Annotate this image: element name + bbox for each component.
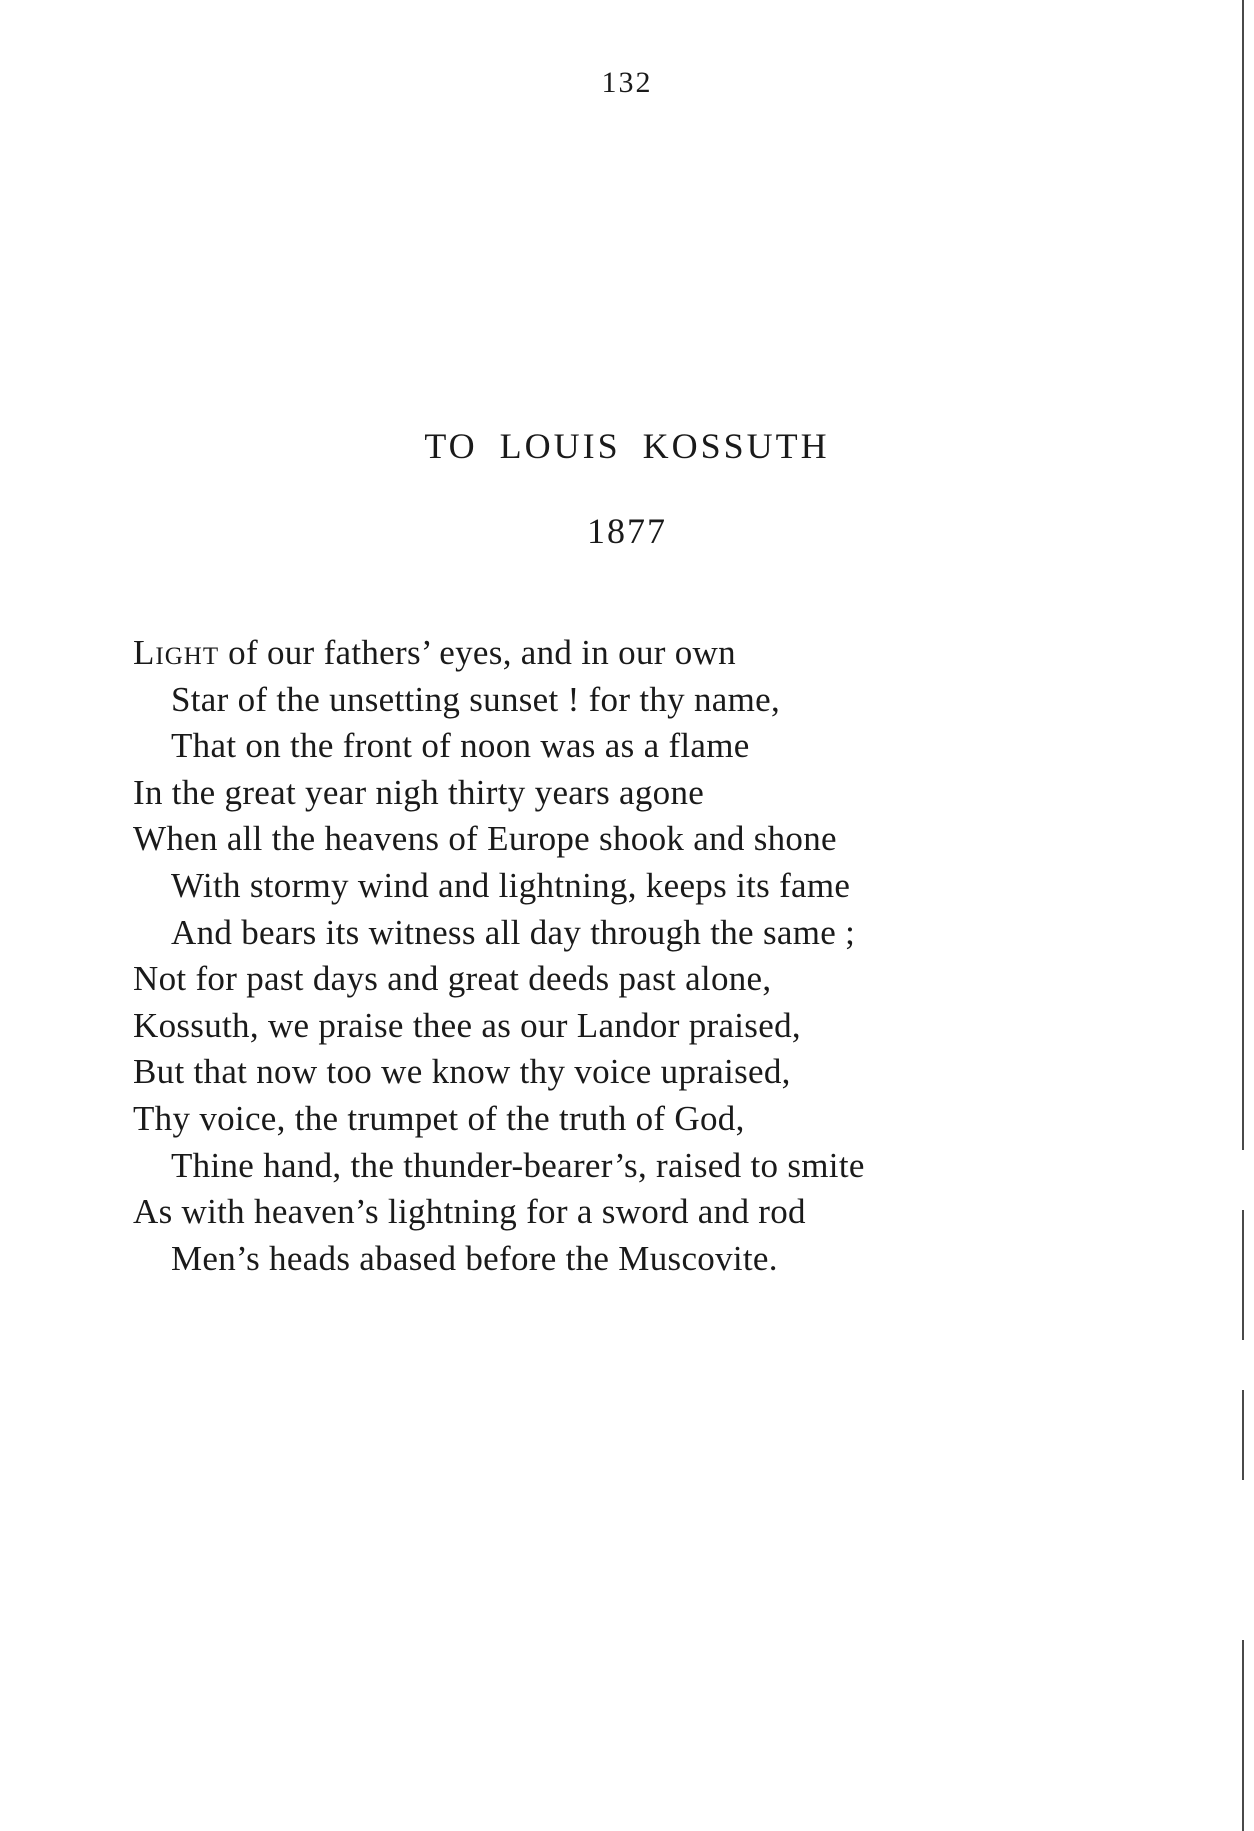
poem-line: Star of the unsetting sunset ! for thy name, bbox=[171, 679, 781, 719]
poem-title: TO LOUIS KOSSUTH bbox=[424, 426, 830, 466]
poem-line: Thy voice, the trumpet of the truth of God, bbox=[133, 1098, 745, 1138]
poem-line bbox=[133, 630, 1093, 677]
poem-line: And bears its witness all day through the same ; bbox=[171, 912, 856, 952]
poem-line: That on the front of noon was as a flame bbox=[171, 726, 750, 766]
poem-line-text: of our fathers’ eyes, and in our own bbox=[228, 633, 736, 672]
poem-line: Thine hand, the thunder-bearer’s, raised to smite bbox=[171, 1145, 865, 1185]
poem-line: Not for past days and great deeds past alone, bbox=[133, 959, 772, 999]
poem-line: When all the heavens of Europe shook and shone bbox=[133, 819, 837, 859]
poem-body bbox=[133, 630, 1093, 1282]
poem-line: With stormy wind and lightning, keeps its fame bbox=[171, 865, 851, 905]
poem-line: In the great year nigh thirty years agone bbox=[133, 772, 705, 812]
poem-line: Men’s heads abased before the Muscovite. bbox=[171, 1238, 778, 1278]
poem-line: But that now too we know thy voice upraised, bbox=[133, 1052, 791, 1092]
page-number: 132 bbox=[601, 66, 653, 99]
poem-line: As with heaven’s lightning for a sword and rod bbox=[133, 1192, 806, 1232]
page-edge-rule-gap bbox=[1240, 1150, 1246, 1210]
poem-year: 1877 bbox=[587, 511, 667, 551]
first-word: Light bbox=[133, 633, 220, 672]
poem-line: Kossuth, we praise thee as our Landor praised, bbox=[133, 1005, 801, 1045]
page-edge-rule-gap bbox=[1240, 1340, 1246, 1390]
page-edge-rule-gap bbox=[1240, 1480, 1246, 1640]
